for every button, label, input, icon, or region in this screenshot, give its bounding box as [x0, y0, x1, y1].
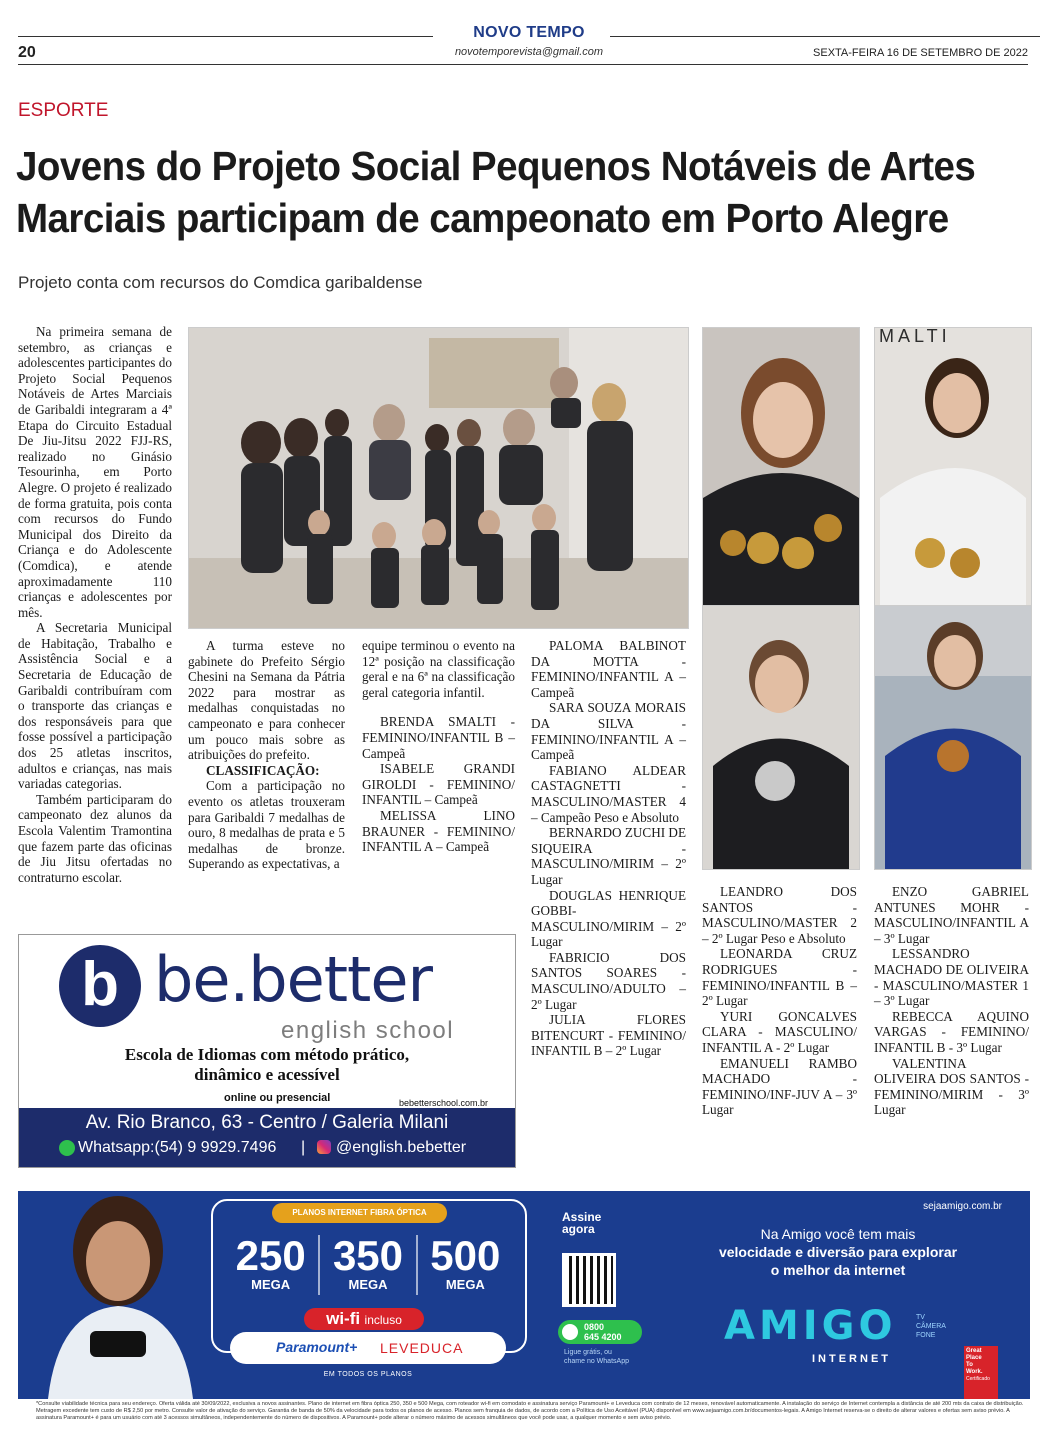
contact-separator: | [301, 1139, 306, 1156]
result-entry: LESSANDRO MACHADO DE OLIVEIRA - MASCULINO/MASTER 1 – 3º Lugar [874, 946, 1029, 1009]
service-phone: FONE [916, 1332, 936, 1339]
paragraph: A turma esteve no gabinete do Prefeito Sérgio Chesini na Semana da Pátria 2022 para mostrar as medalhas conquistadas no campeonato e para conhecer um pouco mais sobre as atribuições do prefeito. [188, 638, 345, 763]
instagram-icon [317, 1140, 331, 1154]
plans-banner: PLANOS INTERNET FIBRA ÓPTICA [272, 1203, 447, 1223]
group-photo-illustration [189, 328, 688, 628]
headline [16, 140, 984, 244]
athlete-photo-4-illustration [875, 606, 1031, 869]
wifi-badge [304, 1308, 424, 1330]
result-entry: SARA SOUZA MORAIS DA SILVA - FEMININO/INFANTIL A – Campeã [531, 700, 686, 763]
plan-divider [416, 1235, 418, 1295]
qr-code-icon[interactable] [562, 1253, 616, 1307]
result-entry: ENZO GABRIEL ANTUNES MOHR - MASCULINO/INFANTIL A – 3º Lugar [874, 884, 1029, 946]
amigo-logo-sub: INTERNET [812, 1353, 891, 1365]
bebetter-brand: be.better [154, 943, 432, 1016]
phone-number [584, 1322, 622, 1342]
partner-leveduca: LEVEDUCA [380, 1340, 464, 1356]
amigo-logo: AMIGO [724, 1303, 897, 1349]
subheadline: Projeto conta com recursos do Comdica garibaldense [18, 273, 423, 292]
plan-speed: 500 [430, 1232, 501, 1279]
service-camera: CÂMERA [916, 1323, 946, 1330]
result-entry: ISABELE GRANDI GIROLDI - FEMININO/ INFANTIL – Campeã [362, 761, 515, 808]
bebetter-advertisement[interactable] [18, 934, 516, 1168]
phone-line-1: 0800 [584, 1322, 605, 1332]
bebetter-slogan-line-2: dinâmico e acessível [194, 1065, 340, 1084]
paragraph: equipe terminou o evento na 12ª posição na classificação geral e na 6ª na classificação geral categoria infantil. [362, 638, 515, 700]
header-rule-left [18, 36, 433, 37]
header-date: SEXTA-FEIRA 16 DE SETEMBRO DE 2022 [813, 47, 1028, 59]
plan-500[interactable] [418, 1232, 513, 1295]
cta-text[interactable] [562, 1211, 601, 1235]
phone-line-2: 645 4200 [584, 1332, 622, 1342]
plan-unit: MEGA [348, 1277, 388, 1292]
plan-350[interactable] [320, 1232, 415, 1295]
paragraph: Com a participação no evento os atletas trouxeram para Garibaldi 7 medalhas de ouro, 8 medalhas de prata e 5 medalhas de bronze. Superando as expectativas, a [188, 778, 345, 872]
bebetter-logo-icon: b [59, 945, 141, 1027]
amigo-services [916, 1313, 946, 1340]
badge-line: Work. [966, 1369, 983, 1375]
classification-heading: CLASSIFICAÇÃO: [206, 762, 320, 778]
partners-bar [230, 1332, 506, 1364]
result-entry: YURI GONCALVES CLARA - MASCULINO/ INFANTIL A - 2º Lugar [702, 1008, 857, 1055]
wifi-label: wi-fi [326, 1309, 361, 1328]
result-entry: FABIANO ALDEAR CASTAGNETTI - MASCULINO/MASTER 4 – Campeão Peso e Absoluto [531, 762, 686, 825]
badge-line: Certificado [966, 1376, 990, 1382]
group-photo [188, 327, 689, 629]
bebetter-slogan [19, 1045, 515, 1085]
paragraph: Na primeira semana de setembro, as crianças e adolescentes participantes do Projeto Social Pequenos Notáveis de Artes Marciais de Garibaldi integraram a 4ª Etapa do Circuito Estadual De Jiu-Jitsu 2022 FJJ-RS, realizado no Ginásio Tesourinha, em Porto Alegre. O projeto é realizado de forma gratuita, pois conta com recursos do Fundo Municipal dos Direito da Criança e do Adolescente (Comdica), e atende aproximadamente 110 crianças e adolescentes por mês. [18, 324, 172, 620]
article-column-6 [874, 884, 1029, 1118]
headline-line-1: Jovens do Projeto Social Pequenos Notáveis de Artes [16, 143, 976, 189]
cta-line-2: agora [562, 1222, 595, 1236]
result-entry: DOUGLAS HENRIQUE GOBBI- MASCULINO/MIRIM – 2º Lugar [531, 887, 686, 950]
headline-line-2: Marciais participam de campeonato em Porto Alegre [16, 195, 949, 241]
pitch-line-1: Na Amigo você tem mais [760, 1226, 916, 1242]
bebetter-website[interactable]: bebetterschool.com.br [399, 1098, 489, 1108]
article-column-3 [362, 638, 515, 855]
athlete-photo-4 [874, 605, 1032, 870]
amigo-pitch [678, 1225, 998, 1279]
article-column-5 [702, 884, 857, 1118]
header-bottom-rule [18, 64, 1028, 65]
plan-unit: MEGA [251, 1277, 291, 1292]
paragraph: Também participaram do campeonato dez alunos da Escola Valentim Tramontina que fazem parte das oficinas de Jiu Jitsu ofertadas no contraturno escolar. [18, 791, 172, 885]
result-entry: MELISSA LINO BRAUNER - FEMININO/ INFANTIL A – Campeã [362, 807, 515, 855]
amigo-disclaimer: *Consulte viabilidade técnica para seu endereço. Oferta válida até 30/09/2022, exclusiva a novos assinantes. Plano de internet em fibra óptica 250, 350 e 500 Mega, com roteador wi-fi em comodato e assinatura serviço Paramount+ e Leveduca com contrato de 12 meses, renovável automaticamente. A instalação do serviço de Internet contempla a distância de até 200 mts da caixa de distribuição. Metragem excedente tem custo de R$ 2,50 por metro. Consulte valor de ativação do serviço. Garantia de banda de 50% da velocidade para todos os planos de acesso. Planos sem franquia de dados, de acordo com a Política de Uso Aceitável (PUA) disponível em www.sejaamigo.com.br/documentos-legais. A Amigo Internet reserva-se o direito de alterar valores e ofertas sem aviso prévio. A assinatura Paramount+ é para um usuário com até 3 acessos simultâneos, independentemente do número de dispositivos. A Paramount+ pode alterar o número máximo de acessos simultâneos que você pode usar, a qualquer momento e sem aviso prévio. [36, 1401, 1024, 1421]
result-entry: BERNARDO ZUCHI DE SIQUEIRA - MASCULINO/MIRIM – 2º Lugar [531, 825, 687, 887]
bebetter-contact-bar [19, 1108, 515, 1167]
header-rule-right [610, 36, 1040, 37]
athlete-photo-1-illustration [703, 328, 859, 605]
whatsapp-icon [59, 1140, 75, 1156]
bebetter-mode: online ou presencial [224, 1092, 331, 1104]
amigo-site[interactable]: sejaamigo.com.br [923, 1201, 1002, 1212]
phone-note-line-2: chame no WhatsApp [564, 1358, 629, 1365]
result-entry: LEONARDA CRUZ RODRIGUES - FEMININO/INFANTIL B – 2º Lugar [702, 946, 857, 1009]
athlete-photo-2-illustration [875, 328, 1031, 605]
bebetter-address: Av. Rio Branco, 63 - Centro / Galeria Milani [85, 1112, 449, 1133]
article-column-2 [188, 638, 345, 872]
partner-paramount: Paramount+ [276, 1339, 358, 1355]
bebetter-instagram[interactable]: @english.bebetter [336, 1139, 467, 1156]
newspaper-brand: NOVO TEMPO [473, 24, 585, 41]
result-entry: EMANUELI RAMBO MACHADO - FEMININO/INF-JUV A – 3º Lugar [702, 1055, 857, 1118]
badge-line: Great [966, 1348, 982, 1354]
result-entry: FABRICIO DOS SANTOS SOARES - MASCULINO/ADULTO – 2º Lugar [531, 949, 686, 1012]
phone-note-line-1: Ligue grátis, ou [564, 1349, 612, 1356]
athlete-photo-3 [702, 605, 860, 870]
result-entry: VALENTINA OLIVEIRA DOS SANTOS - FEMININO/MIRIM - 3º Lugar [874, 1055, 1029, 1118]
page-number: 20 [18, 44, 36, 61]
plan-speed: 250 [235, 1232, 306, 1279]
wifi-suffix: incluso [364, 1313, 402, 1327]
section-label: ESPORTE [18, 100, 109, 121]
athlete-photo-3-illustration [703, 606, 859, 869]
pitch-line-2: velocidade e diversão para explorar [718, 1244, 958, 1260]
gym-sign-text: MALTI [879, 328, 951, 346]
bebetter-slogan-line-1: Escola de Idiomas com método prático, [124, 1045, 410, 1064]
article-column-4 [531, 638, 686, 1059]
result-entry: JULIA FLORES BITENCURT - FEMININO/ INFANTIL B – 2º Lugar [531, 1012, 686, 1059]
service-tv: TV [916, 1314, 925, 1321]
phone-note [564, 1348, 629, 1366]
plan-250[interactable] [223, 1232, 318, 1295]
great-place-to-work-badge [964, 1346, 998, 1399]
amigo-model-illustration [18, 1191, 218, 1399]
cta-line-1: Assine [562, 1210, 602, 1224]
article-column-1 [18, 324, 172, 885]
bebetter-tagline: english school [281, 1017, 455, 1044]
athlete-photo-2 [874, 327, 1032, 606]
plan-speed: 350 [332, 1232, 404, 1279]
athlete-photo-1 [702, 327, 860, 606]
plans-row [223, 1232, 513, 1295]
bebetter-whatsapp[interactable]: Whatsapp:(54) 9 9929.7496 [78, 1139, 277, 1156]
phone-badge[interactable] [558, 1320, 642, 1344]
badge-line: Place [966, 1355, 982, 1361]
whatsapp-icon [562, 1324, 578, 1340]
all-plans-note: EM TODOS OS PLANOS [323, 1371, 413, 1378]
badge-line: To [966, 1362, 973, 1368]
result-entry: REBECCA AQUINO VARGAS - FEMININO/ INFANTIL B - 3º Lugar [874, 1008, 1029, 1055]
result-entry: BRENDA SMALTI - FEMININO/INFANTIL B – Campeã [362, 714, 515, 761]
plan-unit: MEGA [445, 1277, 485, 1292]
result-entry: PALOMA BALBINOT DA MOTTA - FEMININO/INFANTIL A – Campeã [531, 638, 686, 700]
plan-divider [318, 1235, 320, 1295]
paragraph: A Secretaria Municipal de Habitação, Trabalho e Assistência Social e a Secretaria de Educação de Garibaldi contribuíram com o transporte das crianças e dos responsáveis para que fosse possível a participação dos 25 atletas inscritos, adultos e crianças, nas mais variadas categorias. [18, 620, 172, 792]
amigo-advertisement[interactable] [18, 1191, 1030, 1399]
pitch-line-3: o melhor da internet [770, 1262, 906, 1278]
result-entry: LEANDRO DOS SANTOS - MASCULINO/MASTER 2 – 2º Lugar Peso e Absoluto [702, 884, 857, 946]
header-email[interactable]: novotemporevista@gmail.com [454, 46, 604, 58]
